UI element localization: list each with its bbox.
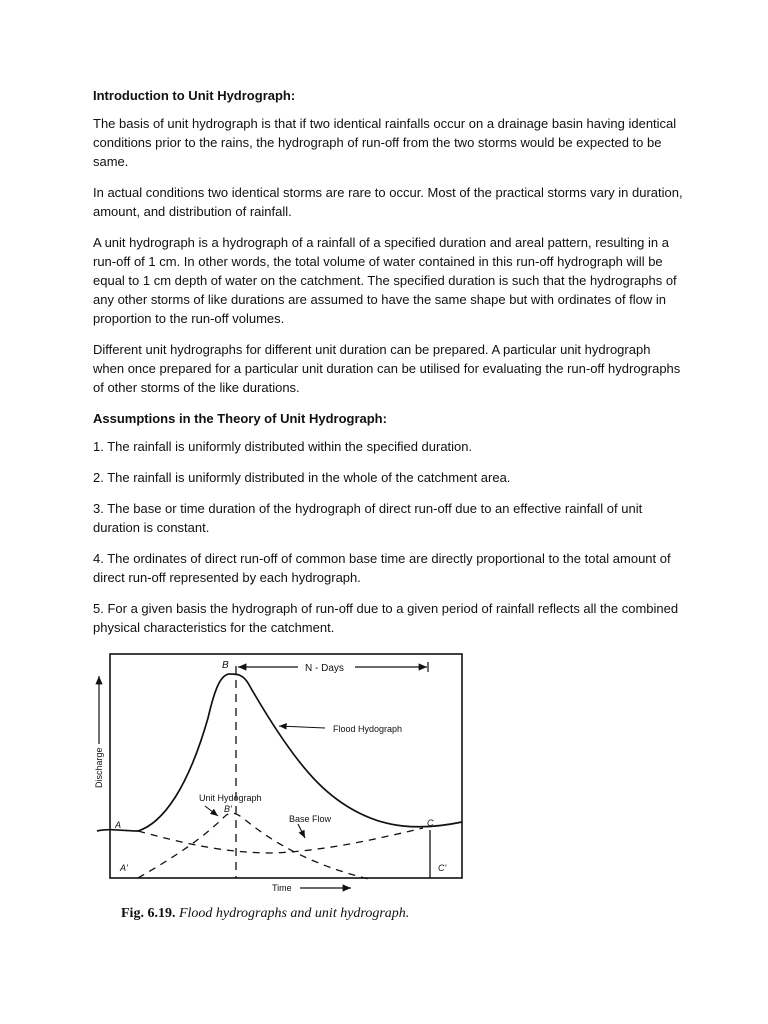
section-heading-assumptions: Assumptions in the Theory of Unit Hydrograph:: [93, 411, 387, 426]
label-c: C: [427, 818, 434, 828]
assumption-item: 4. The ordinates of direct run-off of common base time are directly proportional to the total amount of direct run-off represented by each hydrograph.: [93, 551, 671, 585]
assumption-item: 5. For a given basis the hydrograph of run-off due to a given period of rainfall reflects all the combined physical characteristics for the catchment.: [93, 601, 679, 635]
label-discharge: Discharge: [94, 747, 104, 788]
label-base-flow: Base Flow: [289, 814, 332, 824]
hydrograph-diagram: [93, 648, 465, 893]
caption-title: Flood hydrographs and unit hydrograph.: [178, 906, 410, 921]
label-c-prime: C': [438, 863, 447, 873]
figure-frame: [110, 654, 462, 878]
base-label-arrow: [298, 824, 305, 838]
flood-hydrograph-curve: [97, 674, 462, 831]
label-unit-hydrograph: Unit Hydograph: [199, 793, 262, 803]
figure-caption: [121, 906, 409, 922]
label-flood-hydrograph: Flood Hydograph: [333, 724, 403, 734]
label-b-prime: B': [224, 804, 232, 814]
hydrograph-figure: [93, 648, 465, 893]
assumption-item: 3. The base or time duration of the hydrograph of direct run-off due to an effective rainfall of unit duration is constant.: [93, 501, 643, 535]
label-n-days: N - Days: [305, 663, 344, 674]
unit-label-arrow: [205, 806, 218, 816]
section-heading-intro: Introduction to Unit Hydrograph:: [93, 88, 296, 103]
unit-hydrograph-curve: [138, 813, 373, 880]
paragraph: A unit hydrograph is a hydrograph of a rainfall of a specified duration and areal pattern, resulting in a run-off of 1 cm. In other words, the total volume of water contained in this run-off hydrograph will be equal to 1 cm depth of water on the catchment. The specified duration is such that the hydrographs of any other storms of like durations are assumed to have the same shape but with ordinates of flow in proportion to the run-off volumes.: [93, 235, 677, 326]
caption-number: Fig. 6.19.: [121, 906, 176, 921]
label-a-prime: A': [120, 863, 128, 873]
label-time: Time: [272, 883, 292, 893]
base-flow-curve: [138, 828, 423, 853]
paragraph: In actual conditions two identical storms are rare to occur. Most of the practical storms vary in duration, amount, and distribution of rainfall.: [93, 185, 683, 219]
document-body: [93, 86, 683, 649]
assumption-item: 1. The rainfall is uniformly distributed within the specified duration.: [93, 439, 473, 454]
flood-label-arrow: [279, 726, 325, 728]
label-a: A: [115, 820, 122, 830]
paragraph: The basis of unit hydrograph is that if two identical rainfalls occur on a drainage basin having identical conditions prior to the rains, the hydrograph of run-off from the two storms would be expected to be same.: [93, 116, 677, 169]
paragraph: Different unit hydrographs for different unit duration can be prepared. A particular unit hydrograph when once prepared for a particular unit duration can be utilised for evaluating the run-off hydrographs of other storms of the like durations.: [93, 342, 681, 395]
label-b: B: [222, 660, 229, 671]
assumption-item: 2. The rainfall is uniformly distributed in the whole of the catchment area.: [93, 470, 511, 485]
